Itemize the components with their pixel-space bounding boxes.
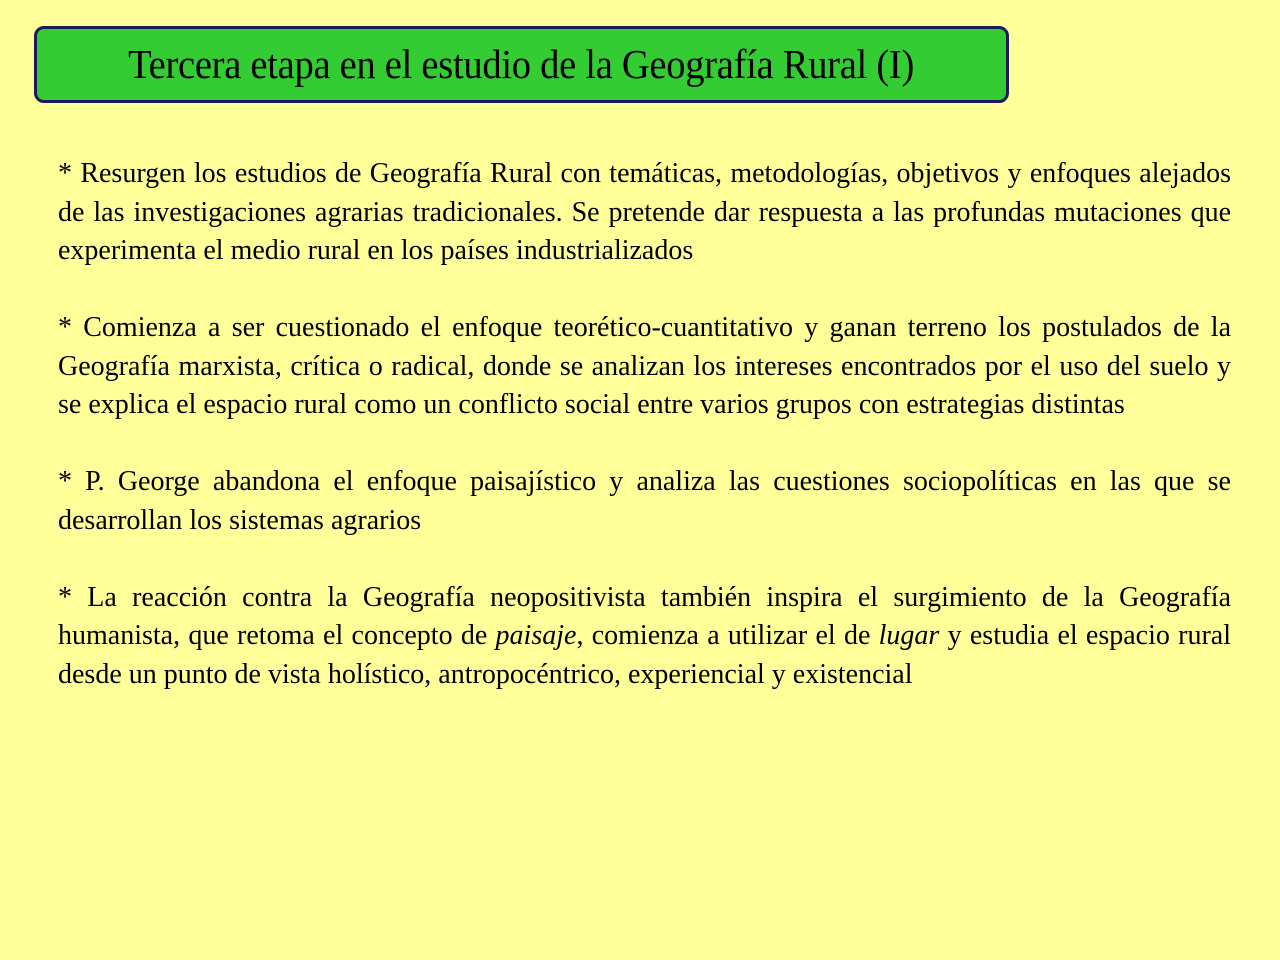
paragraph-2: * Comienza a ser cuestionado el enfoque teorético-cuantitativo y ganan terreno los postulados de la Geografía marxista, crítica o radical, donde se analizan los intereses encontrados por el uso del suelo y se explica el espacio rural como un conflicto social entre varios grupos con estrategias distintas <box>58 312 1231 420</box>
paragraph-1: * Resurgen los estudios de Geografía Rural con temáticas, metodologías, objetivos y enfoques alejados de las investigaciones agrarias tradicionales. Se pretende dar respuesta a las profundas mutaciones que experimenta el medio rural en los países industrializados <box>58 158 1231 266</box>
italic-term-paisaje: paisaje <box>495 620 577 651</box>
slide-title: Tercera etapa en el estudio de la Geografía Rural (I) <box>128 41 915 87</box>
slide-content <box>58 155 1231 733</box>
paragraph-3: * P. George abandona el enfoque paisajístico y analiza las cuestiones sociopolíticas en las que se desarrollan los sistemas agrarios <box>58 466 1231 536</box>
title-box <box>34 26 1009 103</box>
paragraph-4 <box>58 579 1231 695</box>
italic-term-lugar: lugar <box>878 620 940 651</box>
paragraph-4-text-2: , comienza a utilizar el de <box>576 620 879 651</box>
paragraph-4-text-1: * La reacción contra la Geografía neopositivista también inspira el surgimiento de la Geografía humanista, que retoma el concepto de <box>58 581 1231 651</box>
paragraph-4-text-3: y estudia el espacio rural desde un punto de vista holístico, antropocéntrico, experiencial y existencial <box>58 620 1231 690</box>
